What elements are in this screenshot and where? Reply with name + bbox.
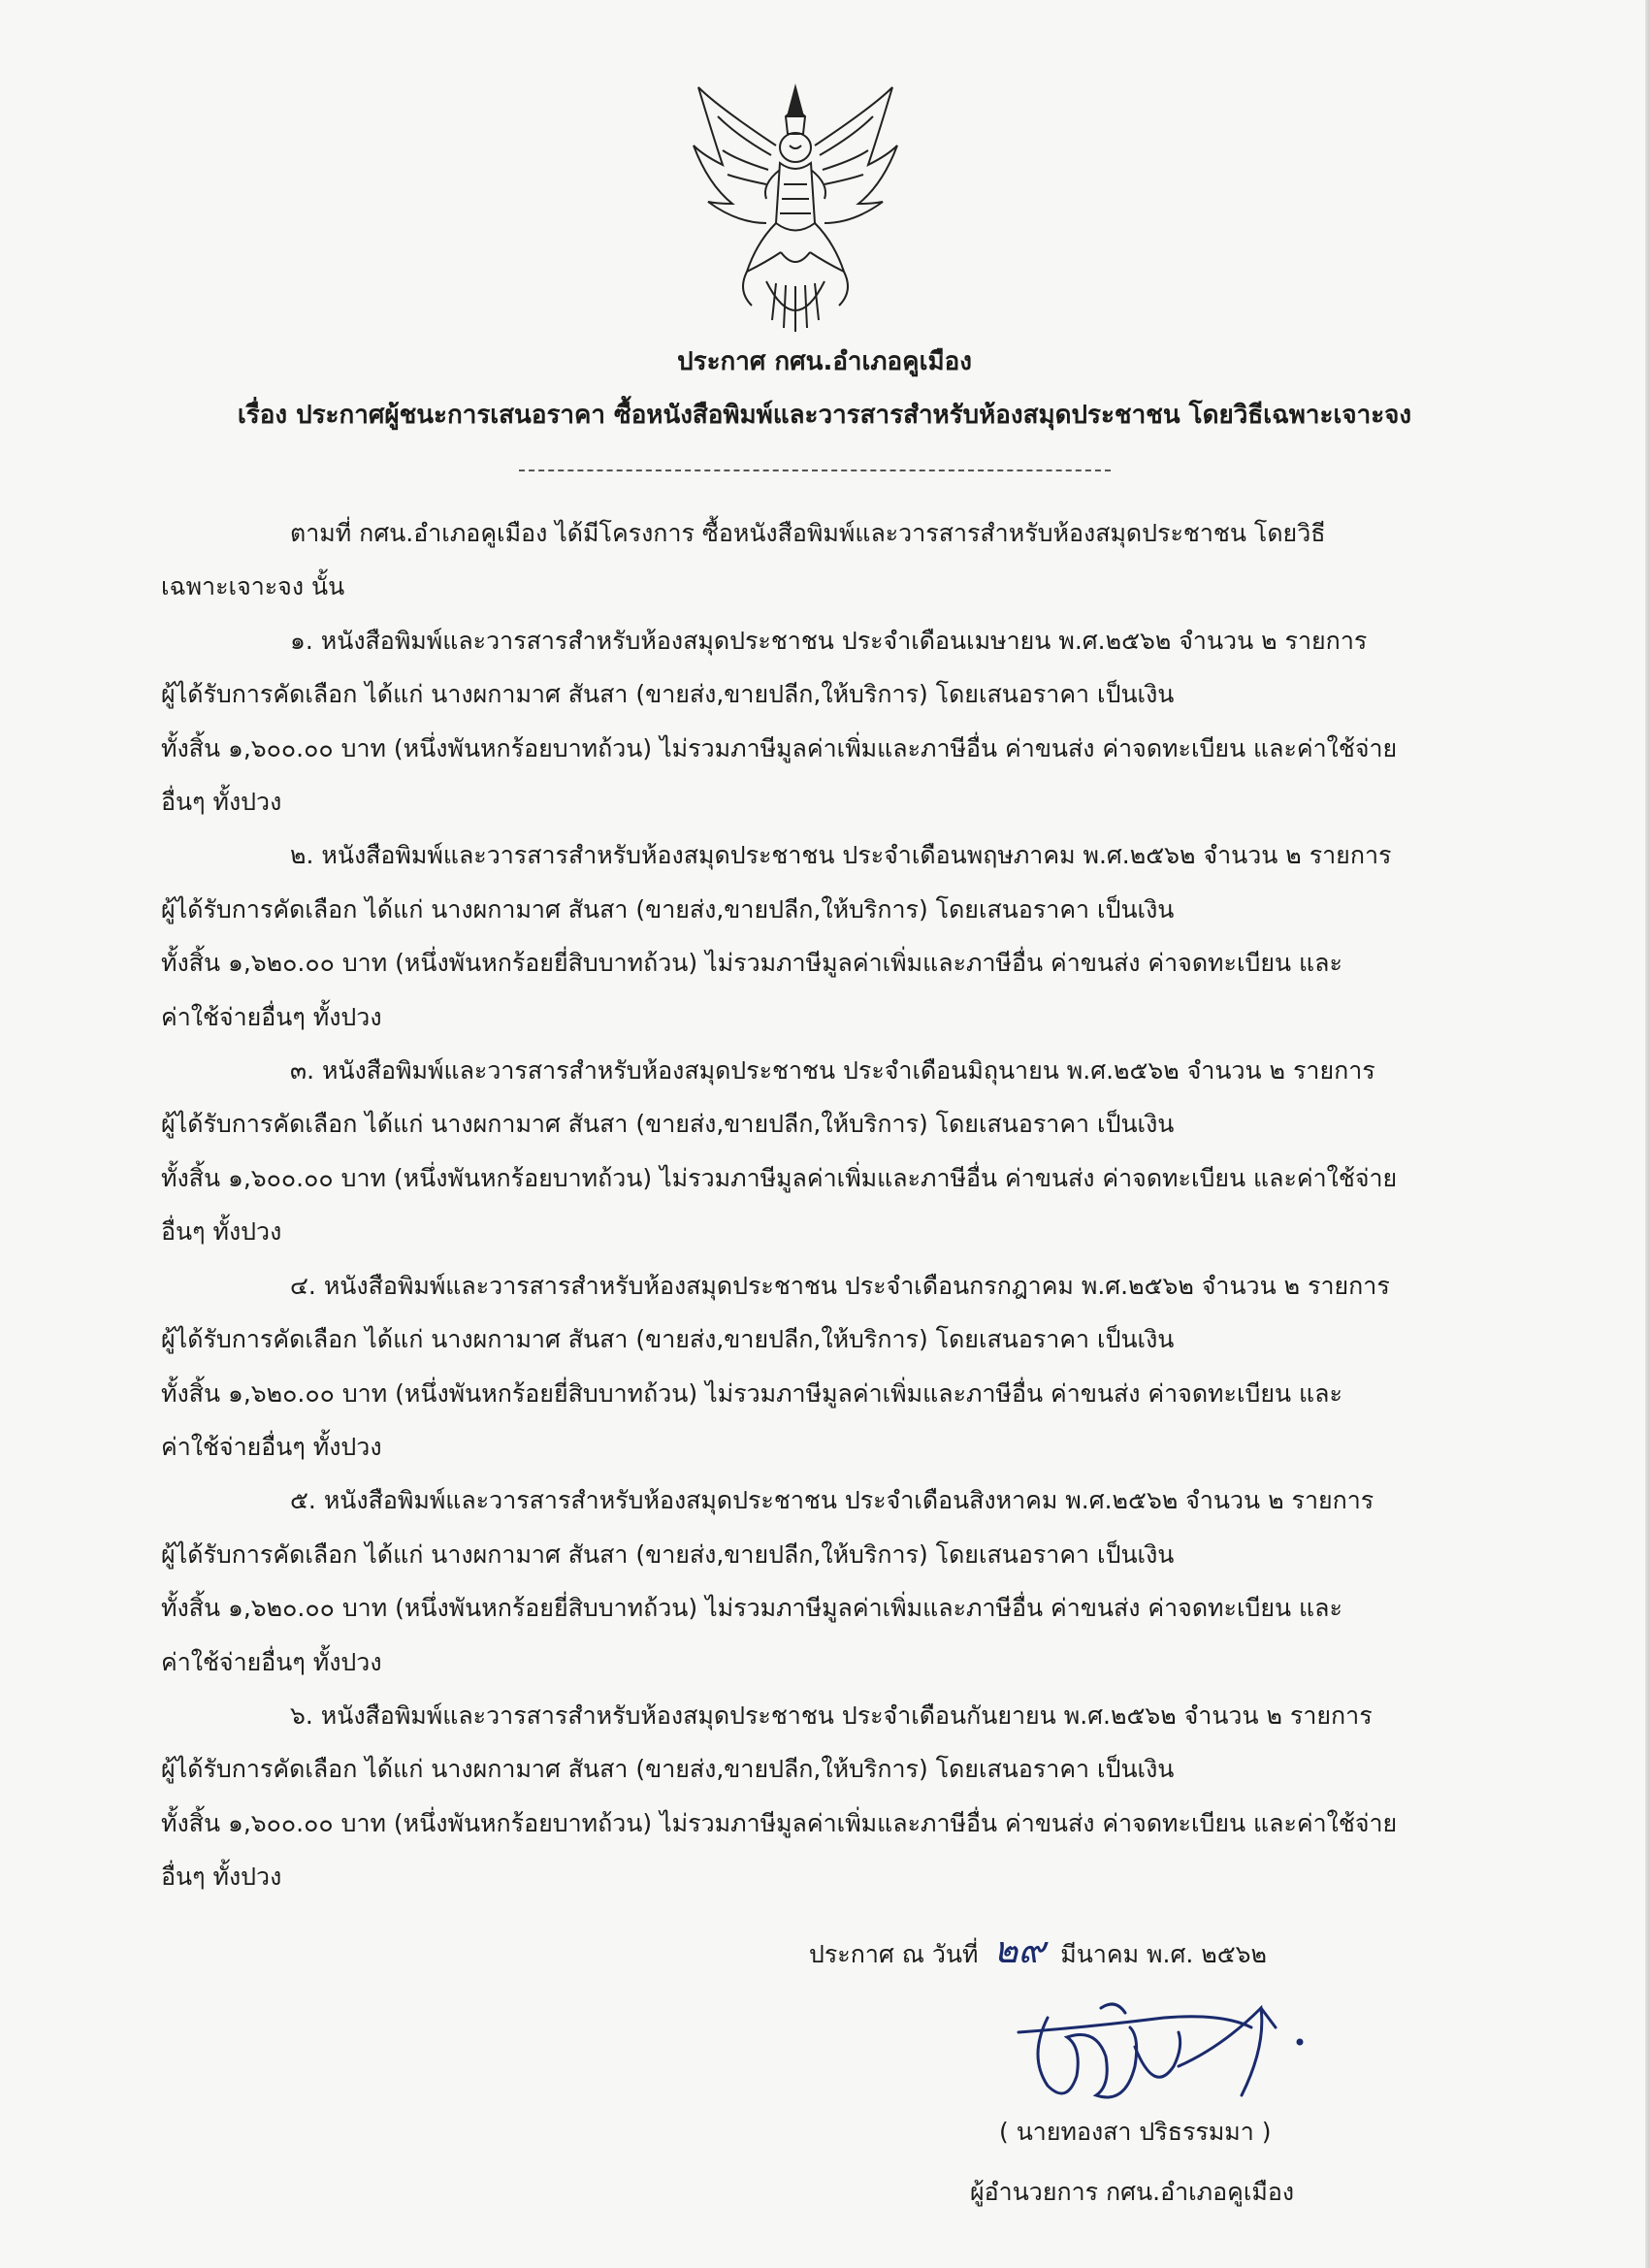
document-body	[161, 506, 1461, 1904]
item-line: ทั้งสิ้น ๑,๖๒๐.๐๐ บาท (หนึ่งพันหกร้อยยี่สิบบาทถ้วน) ไม่รวมภาษีมูลค่าเพิ่มและภาษีอื่น ค่าขนส่ง ค่าจดทะเบียน และ	[161, 949, 1342, 978]
item-line: ค่าใช้จ่ายอื่นๆ ทั้งปวง	[161, 1432, 382, 1461]
item-line: ๕. หนังสือพิมพ์และวารสารสำหรับห้องสมุดประชาชน ประจำเดือนสิงหาคม พ.ศ.๒๕๖๒ จำนวน ๒ รายการ	[290, 1486, 1374, 1515]
item-line: ผู้ได้รับการคัดเลือก ได้แก่ นางผกามาศ สันสา (ขายส่ง,ขายปลีก,ให้บริการ) โดยเสนอราคา เป็นเงิน	[161, 1539, 1175, 1569]
item-line: ค่าใช้จ่ายอื่นๆ ทั้งปวง	[161, 1647, 382, 1676]
award-item-3	[161, 1044, 1461, 1259]
award-item-5	[161, 1474, 1461, 1689]
item-line: ค่าใช้จ่ายอื่นๆ ทั้งปวง	[161, 1002, 382, 1031]
award-item-2	[161, 828, 1461, 1044]
date-suffix: มีนาคม พ.ศ. ๒๕๖๒	[1060, 1940, 1267, 1968]
intro-line-2: เฉพาะเจาะจง นั้น	[161, 572, 345, 601]
intro-paragraph	[161, 506, 1461, 614]
item-line: ๔. หนังสือพิมพ์และวารสารสำหรับห้องสมุดประชาชน ประจำเดือนกรกฎาคม พ.ศ.๒๕๖๒ จำนวน ๒ รายการ	[290, 1271, 1390, 1300]
page-edge-shadow	[1645, 0, 1649, 2268]
item-line: ทั้งสิ้น ๑,๖๐๐.๐๐ บาท (หนึ่งพันหกร้อยบาทถ้วน) ไม่รวมภาษีมูลค่าเพิ่มและภาษีอื่น ค่าขนส่ง ค่าจดทะเบียน และค่าใช้จ่าย	[161, 733, 1398, 762]
item-line: อื่นๆ ทั้งปวง	[161, 788, 282, 817]
award-item-6	[161, 1689, 1461, 1904]
announcement-date	[809, 1930, 1267, 1974]
award-item-1	[161, 614, 1461, 829]
divider-line	[519, 470, 1111, 471]
item-line: ผู้ได้รับการคัดเลือก ได้แก่ นางผกามาศ สันสา (ขายส่ง,ขายปลีก,ให้บริการ) โดยเสนอราคา เป็นเงิน	[161, 1325, 1175, 1354]
handwritten-day: ๒๙	[993, 1928, 1046, 1971]
item-line: ๒. หนังสือพิมพ์และวารสารสำหรับห้องสมุดประชาชน ประจำเดือนพฤษภาคม พ.ศ.๒๕๖๒ จำนวน ๒ รายการ	[290, 841, 1392, 870]
item-line: ผู้ได้รับการคัดเลือก ได้แก่ นางผกามาศ สันสา (ขายส่ง,ขายปลีก,ให้บริการ) โดยเสนอราคา เป็นเงิน	[161, 680, 1175, 709]
item-line: ทั้งสิ้น ๑,๖๒๐.๐๐ บาท (หนึ่งพันหกร้อยยี่สิบบาทถ้วน) ไม่รวมภาษีมูลค่าเพิ่มและภาษีอื่น ค่าขนส่ง ค่าจดทะเบียน และ	[161, 1594, 1342, 1623]
item-line: อื่นๆ ทั้งปวง	[161, 1863, 282, 1892]
document-title: ประกาศ กศน.อำเภอคูเมือง	[677, 347, 972, 376]
document-subject: เรื่อง ประกาศผู้ชนะการเสนอราคา ซื้อหนังสือพิมพ์และวารสารสำหรับห้องสมุดประชาชน โดยวิธีเฉพาะเจาะจง	[237, 401, 1412, 430]
date-prefix: ประกาศ ณ วันที่	[809, 1940, 979, 1968]
award-item-4	[161, 1259, 1461, 1474]
signature-icon	[1009, 1989, 1329, 2120]
item-line: ทั้งสิ้น ๑,๖๐๐.๐๐ บาท (หนึ่งพันหกร้อยบาทถ้วน) ไม่รวมภาษีมูลค่าเพิ่มและภาษีอื่น ค่าขนส่ง ค่าจดทะเบียน และค่าใช้จ่าย	[161, 1163, 1398, 1192]
item-line: อื่นๆ ทั้งปวง	[161, 1217, 282, 1247]
item-line: ผู้ได้รับการคัดเลือก ได้แก่ นางผกามาศ สันสา (ขายส่ง,ขายปลีก,ให้บริการ) โดยเสนอราคา เป็นเงิน	[161, 894, 1175, 923]
garuda-emblem-icon	[679, 78, 912, 340]
item-line: ๑. หนังสือพิมพ์และวารสารสำหรับห้องสมุดประชาชน ประจำเดือนเมษายน พ.ศ.๒๕๖๒ จำนวน ๒ รายการ	[290, 626, 1368, 655]
item-line: ผู้ได้รับการคัดเลือก ได้แก่ นางผกามาศ สันสา (ขายส่ง,ขายปลีก,ให้บริการ) โดยเสนอราคา เป็นเงิน	[161, 1110, 1175, 1139]
item-line: ผู้ได้รับการคัดเลือก ได้แก่ นางผกามาศ สันสา (ขายส่ง,ขายปลีก,ให้บริการ) โดยเสนอราคา เป็นเงิน	[161, 1755, 1175, 1784]
item-line: ๖. หนังสือพิมพ์และวารสารสำหรับห้องสมุดประชาชน ประจำเดือนกันยายน พ.ศ.๒๕๖๒ จำนวน ๒ รายการ	[290, 1701, 1373, 1730]
signer-name: ( นายทองสา ปริธรรมมา )	[999, 2118, 1272, 2146]
signer-title: ผู้อำนวยการ กศน.อำเภอคูเมือง	[970, 2178, 1295, 2206]
item-line: ทั้งสิ้น ๑,๖๒๐.๐๐ บาท (หนึ่งพันหกร้อยยี่สิบบาทถ้วน) ไม่รวมภาษีมูลค่าเพิ่มและภาษีอื่น ค่าขนส่ง ค่าจดทะเบียน และ	[161, 1378, 1342, 1408]
item-line: ๓. หนังสือพิมพ์และวารสารสำหรับห้องสมุดประชาชน ประจำเดือนมิถุนายน พ.ศ.๒๕๖๒ จำนวน ๒ รายการ	[290, 1056, 1375, 1085]
item-line: ทั้งสิ้น ๑,๖๐๐.๐๐ บาท (หนึ่งพันหกร้อยบาทถ้วน) ไม่รวมภาษีมูลค่าเพิ่มและภาษีอื่น ค่าขนส่ง ค่าจดทะเบียน และค่าใช้จ่าย	[161, 1808, 1398, 1837]
intro-line-1: ตามที่ กศน.อำเภอคูเมือง ได้มีโครงการ ซื้อหนังสือพิมพ์และวารสารสำหรับห้องสมุดประชาชน โดยวิธี	[290, 519, 1326, 547]
